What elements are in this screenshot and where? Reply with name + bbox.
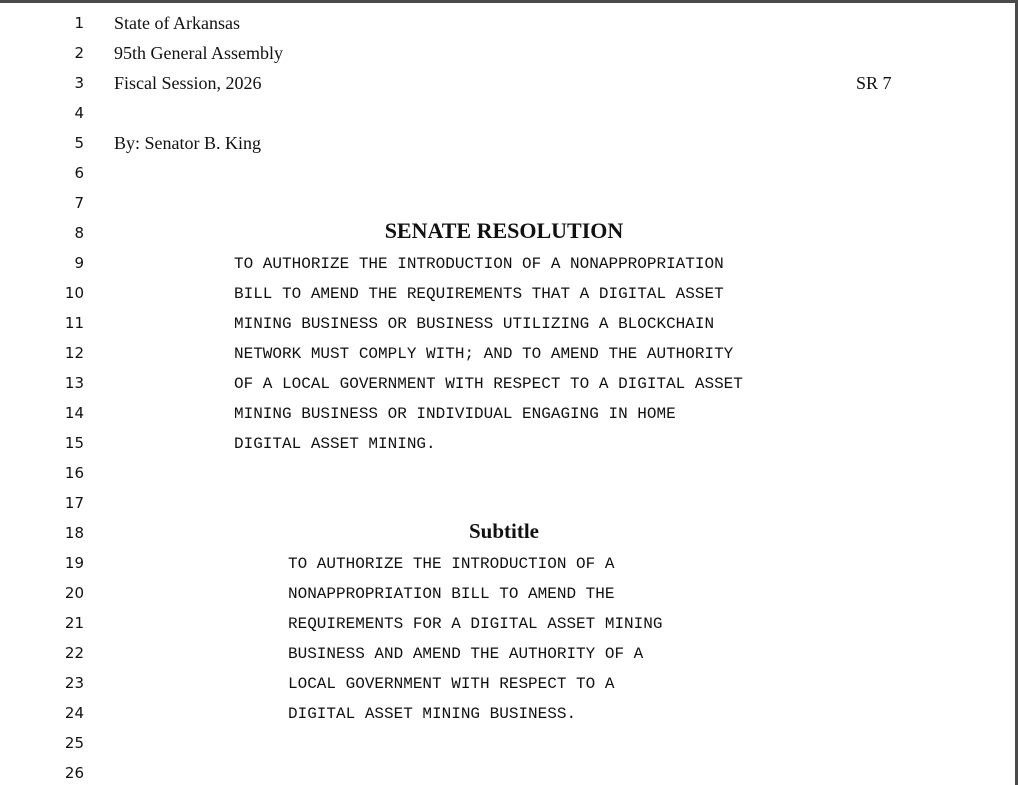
line-number: 25 (64, 734, 84, 752)
line-number: 26 (64, 764, 84, 782)
resolution-line: TO AUTHORIZE THE INTRODUCTION OF A NONAPPROPRIATION (234, 255, 724, 273)
line-number: 9 (74, 254, 84, 272)
line-number: 15 (64, 434, 84, 452)
line-number: 21 (64, 614, 84, 632)
line-number: 12 (64, 344, 84, 362)
subtitle-line: LOCAL GOVERNMENT WITH RESPECT TO A (288, 675, 615, 693)
resolution-line: DIGITAL ASSET MINING. (234, 435, 436, 453)
sponsor: By: Senator B. King (114, 133, 261, 153)
resolution-title: SENATE RESOLUTION (384, 218, 624, 243)
assembly-name: 95th General Assembly (114, 43, 283, 63)
line-number: 17 (64, 494, 84, 512)
line-number: 7 (74, 194, 84, 212)
subtitle-line: TO AUTHORIZE THE INTRODUCTION OF A (288, 555, 615, 573)
subtitle-line: BUSINESS AND AMEND THE AUTHORITY OF A (288, 645, 644, 663)
resolution-line: MINING BUSINESS OR BUSINESS UTILIZING A BLOCKCHAIN (234, 315, 715, 333)
subtitle-line: REQUIREMENTS FOR A DIGITAL ASSET MINING (288, 615, 663, 633)
subtitle-line: DIGITAL ASSET MINING BUSINESS. (288, 705, 577, 723)
resolution-line: OF A LOCAL GOVERNMENT WITH RESPECT TO A DIGITAL ASSET (234, 375, 743, 393)
line-number: 20 (64, 584, 84, 602)
line-number: 16 (64, 464, 84, 482)
line-number: 2 (74, 44, 84, 62)
resolution-line: NETWORK MUST COMPLY WITH; AND TO AMEND THE AUTHORITY (234, 345, 734, 363)
line-number: 18 (64, 524, 84, 542)
session-name: Fiscal Session, 2026 (114, 73, 262, 93)
line-number: 13 (64, 374, 84, 392)
bill-number: SR 7 (856, 73, 892, 93)
line-number: 8 (74, 224, 84, 242)
line-number: 23 (64, 674, 84, 692)
subtitle-line: NONAPPROPRIATION BILL TO AMEND THE (288, 585, 615, 603)
line-number: 3 (74, 74, 84, 92)
line-number: 10 (64, 284, 84, 302)
state-name: State of Arkansas (114, 13, 240, 33)
subtitle-heading: Subtitle (468, 519, 539, 543)
line-number: 6 (74, 164, 84, 182)
line-number: 1 (74, 14, 84, 32)
line-number: 11 (64, 314, 84, 332)
line-number: 14 (64, 404, 84, 422)
resolution-line: MINING BUSINESS OR INDIVIDUAL ENGAGING IN HOME (234, 405, 676, 423)
line-number: 19 (64, 554, 84, 572)
resolution-line: BILL TO AMEND THE REQUIREMENTS THAT A DIGITAL ASSET (234, 285, 724, 303)
line-number: 22 (64, 644, 84, 662)
line-number: 5 (74, 134, 84, 152)
line-number: 4 (74, 104, 84, 122)
line-number: 24 (64, 704, 84, 722)
